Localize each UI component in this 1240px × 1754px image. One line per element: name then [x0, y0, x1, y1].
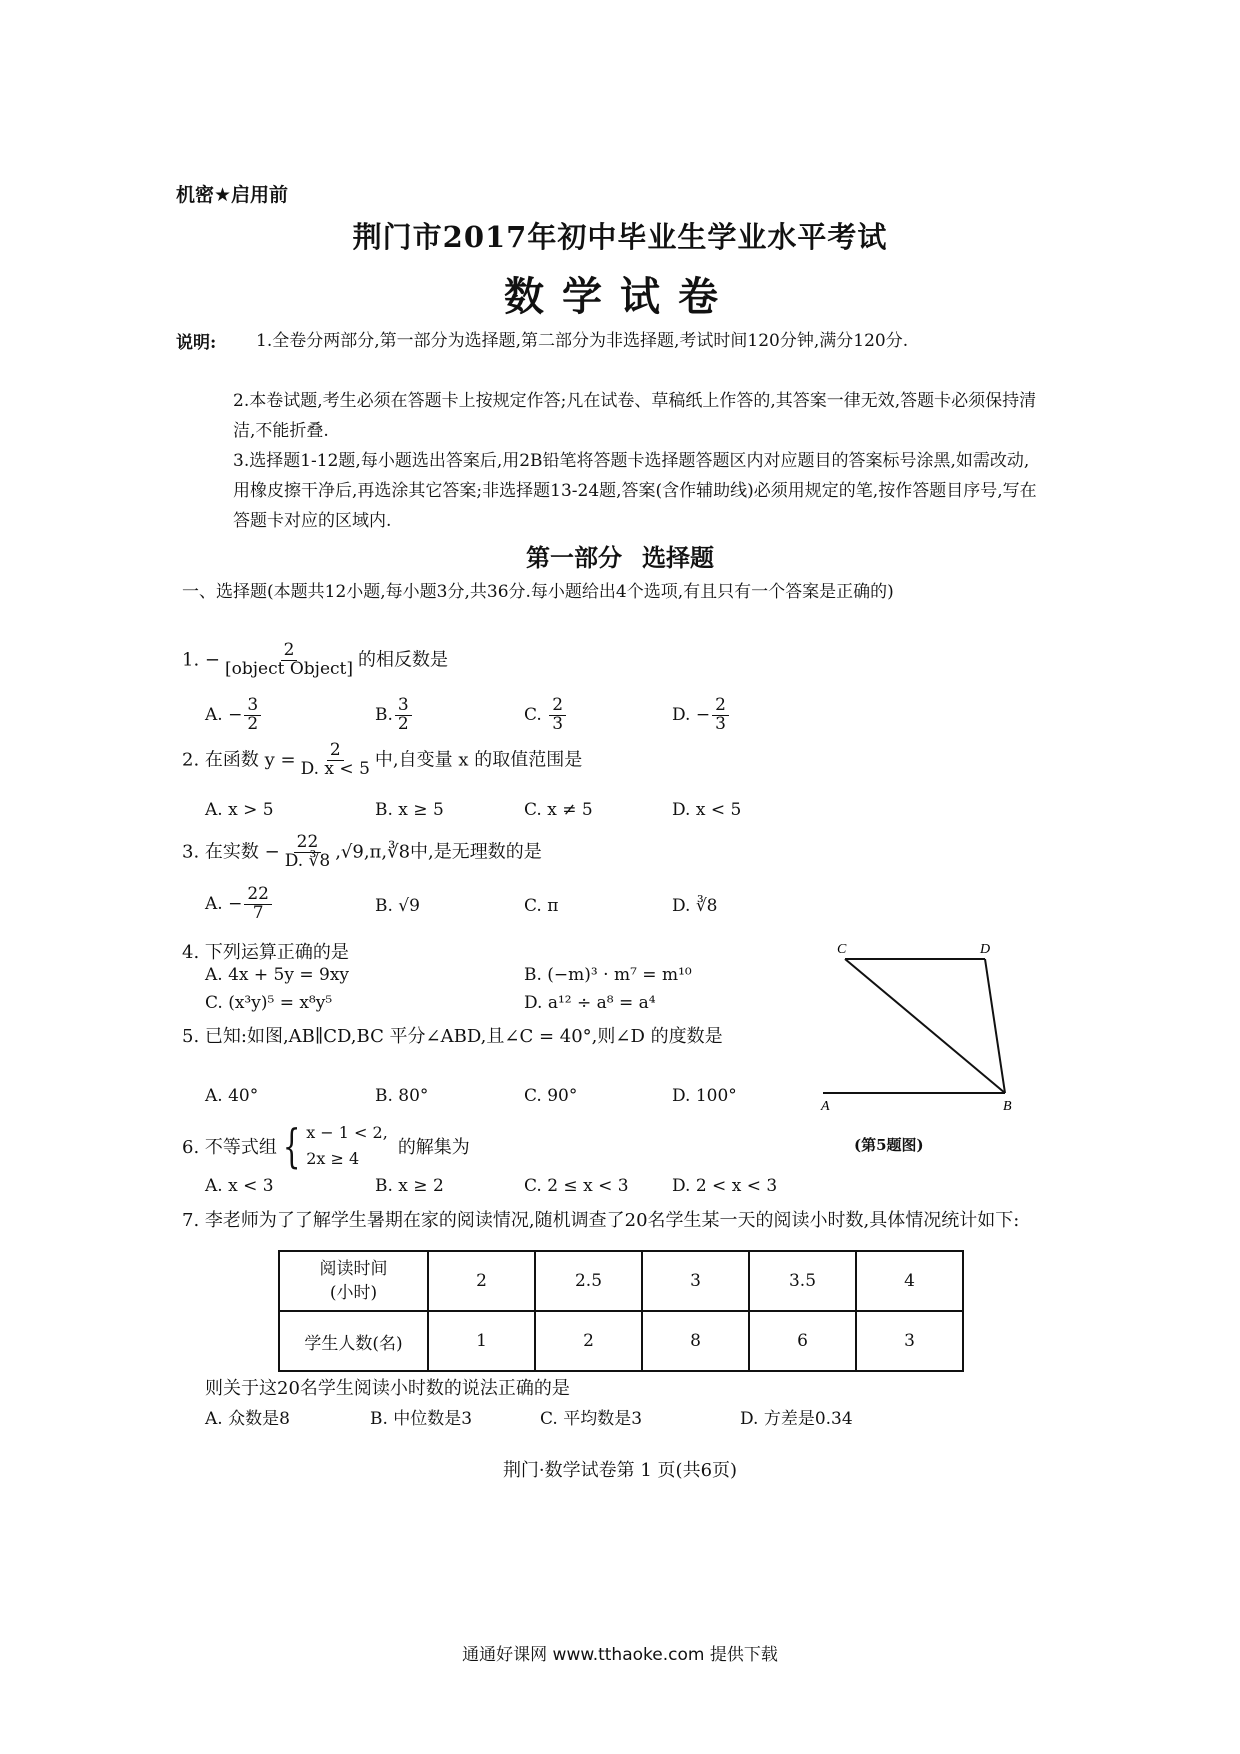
- label-a: A: [821, 1099, 830, 1114]
- q6-pre: 6. 不等式组: [182, 1137, 277, 1158]
- q3-option-a: A. − $\frac{22}{7}$: [205, 886, 274, 923]
- q3-post: ,√9,π,∛8中,是无理数的是: [335, 841, 542, 863]
- part-heading: [0, 538, 1240, 573]
- q2-option-b: B. x ≥ 5: [375, 800, 444, 820]
- question-3: [182, 834, 542, 871]
- reading-table: [278, 1250, 964, 1372]
- table-cell: 2: [428, 1251, 535, 1311]
- table-cell: 6: [749, 1311, 856, 1371]
- q1-option-b: B. $\frac{3}{2}$: [375, 697, 414, 734]
- page-footer: 荆门·数学试卷第 1 页(共6页): [502, 1460, 738, 1481]
- download-note: 通通好课网 www.tthaoke.com 提供下载: [462, 1645, 778, 1665]
- q6-post: 的解集为: [397, 1137, 470, 1158]
- note-2: 2.本卷试题,考生必须在答题卡上按规定作答;凡在试卷、草稿纸上作答的,其答案一律无效,答题卡必须保持清洁,不能折叠.: [233, 391, 1037, 441]
- question-7: 7. 李老师为了了解学生暑期在家的阅读情况,随机调查了20名学生某一天的阅读小时数,具体情况统计如下:: [182, 1210, 1020, 1231]
- q7-option-a: A. 众数是8: [205, 1409, 290, 1429]
- q1-fraction: [222, 642, 356, 679]
- q7-question: 则关于这20名学生阅读小时数的说法正确的是: [205, 1378, 570, 1399]
- label-d: D: [980, 942, 991, 957]
- notes-label: 说明:: [176, 333, 217, 353]
- q2-option-d: D. x < 5: [672, 800, 742, 820]
- note-1: 1.全卷分两部分,第一部分为选择题,第二部分为非选择题,考试时间120分钟,满分120分.: [256, 331, 909, 351]
- q6-brace: {: [282, 1119, 301, 1173]
- part-heading-b: 选择题: [642, 544, 714, 572]
- q6-option-d: D. 2 < x < 3: [672, 1176, 778, 1196]
- q4-option-a: A. 4x + 5y = 9xy: [205, 965, 350, 985]
- q3-pre: 3. 在实数 −: [182, 841, 280, 863]
- table-cell: 2: [535, 1311, 642, 1371]
- q7-option-b: B. 中位数是3: [370, 1409, 473, 1429]
- label-c: C: [837, 942, 847, 957]
- figure-q5: [815, 935, 1035, 1115]
- q1-den: [object Object]: [225, 658, 353, 679]
- q5-option-d: D. 100°: [672, 1086, 737, 1106]
- q1-number: 1.: [182, 649, 200, 671]
- table-cell: 8: [642, 1311, 749, 1371]
- question-1: [182, 642, 448, 679]
- q3-option-c: C. π: [524, 896, 559, 916]
- q1-neg: −: [204, 649, 221, 671]
- q3-option-b: B. √9: [375, 896, 420, 916]
- line-db: [985, 959, 1005, 1093]
- q2-post: 中,自变量 x 的取值范围是: [374, 749, 583, 771]
- q3-fraction: $\frac{22}{D. ∛8}$: [284, 832, 331, 871]
- table-cell: 2.5: [535, 1251, 642, 1311]
- table-cell: 3.5: [749, 1251, 856, 1311]
- note-3: 3.选择题1-12题,每小题选出答案后,用2B铅笔将答题卡选择题答题区内对应题目的答案标号涂黑,如需改动,用橡皮擦干净后,再选涂其它答案;非选择题13-24题,答案(含作辅助线)必须用规定的笔,按作答题目序号,写在答题卡对应的区域内.: [233, 451, 1037, 531]
- table-header-count: 学生人数(名): [279, 1311, 428, 1371]
- question-4: 4. 下列运算正确的是: [182, 942, 349, 963]
- q2-pre: 2. 在函数 y =: [182, 749, 296, 771]
- q6-option-b: B. x ≥ 2: [375, 1176, 444, 1196]
- q1-option-c: C. $\frac{2}{3}$: [524, 697, 568, 734]
- q2-fraction: $\frac{2}{D. x < 5}$: [300, 740, 370, 779]
- question-2: [182, 742, 582, 779]
- line-cb: [845, 959, 1005, 1093]
- q1-option-d: D. − $\frac{2}{3}$: [672, 697, 731, 734]
- table-cell: 1: [428, 1311, 535, 1371]
- exam-subject: 数学试卷: [504, 274, 736, 320]
- label-b: B: [1003, 1099, 1012, 1114]
- q3-option-d: D. ∛8: [672, 896, 718, 916]
- q1-option-a: A. − $\frac{3}{2}$: [205, 697, 263, 734]
- q4-option-d: D. a¹² ÷ a⁸ = a⁴: [524, 993, 656, 1013]
- table-row: [279, 1311, 963, 1371]
- q1-num: 2: [281, 642, 298, 661]
- table-cell: 3: [856, 1311, 963, 1371]
- part-heading-a: 第一部分: [526, 544, 622, 572]
- q1-stem: 的相反数是: [358, 649, 448, 671]
- q2-option-c: C. x ≠ 5: [524, 800, 593, 820]
- q5-option-a: A. 40°: [205, 1086, 259, 1106]
- exam-title: 荆门市2017年初中毕业生学业水平考试: [352, 220, 888, 254]
- table-row: [279, 1251, 963, 1311]
- q4-option-b: B. (−m)³ · m⁷ = m¹⁰: [524, 965, 692, 985]
- section-instructions: 一、选择题(本题共12小题,每小题3分,共36分.每小题给出4个选项,有且只有一个答案是正确的): [182, 582, 894, 602]
- question-5: 5. 已知:如图,AB∥CD,BC 平分∠ABD,且∠C = 40°,则∠D 的度数是: [182, 1026, 723, 1047]
- q6-option-c: C. 2 ≤ x < 3: [524, 1176, 629, 1196]
- q5-option-c: C. 90°: [524, 1086, 578, 1106]
- q7-option-c: C. 平均数是3: [540, 1409, 643, 1429]
- q6-option-a: A. x < 3: [205, 1176, 274, 1196]
- table-cell: 4: [856, 1251, 963, 1311]
- confidential-mark: 机密★启用前: [176, 184, 289, 206]
- q6-system: x − 1 < 2, 2x ≥ 4: [306, 1123, 388, 1168]
- q2-option-a: A. x > 5: [205, 800, 274, 820]
- question-6: [182, 1120, 470, 1172]
- figure-caption: (第5题图): [854, 1136, 924, 1154]
- table-header-time: 阅读时间 (小时): [279, 1251, 428, 1311]
- q5-option-b: B. 80°: [375, 1086, 429, 1106]
- q4-option-c: C. (x³y)⁵ = x⁸y⁵: [205, 993, 333, 1013]
- table-cell: 3: [642, 1251, 749, 1311]
- q7-option-d: D. 方差是0.34: [740, 1409, 853, 1429]
